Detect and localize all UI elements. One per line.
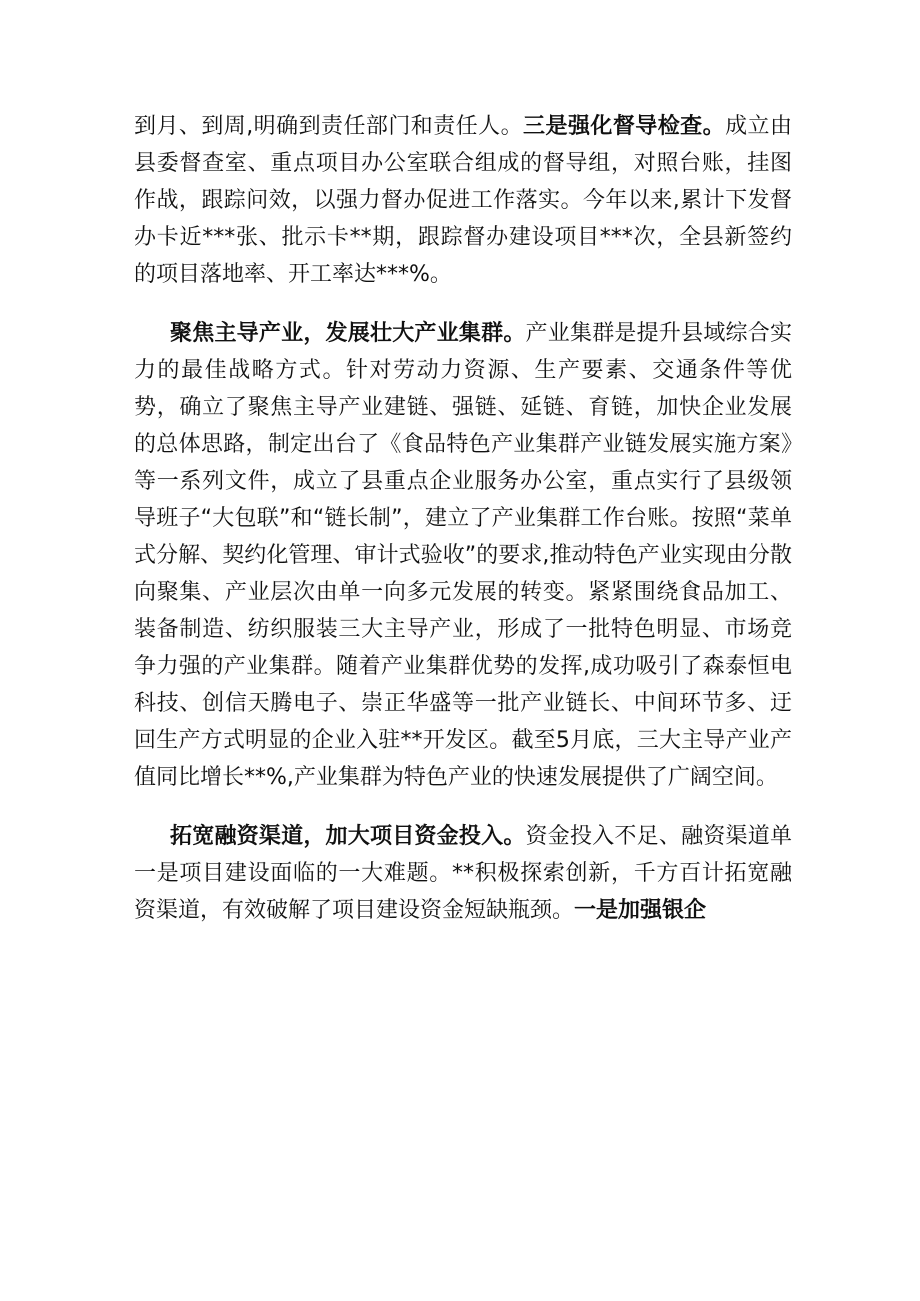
paragraph-text: 到月、到周,明确到责任部门和责任人。 xyxy=(134,114,524,139)
document-body xyxy=(134,108,792,929)
paragraph-text: 成立由县委督查室、重点项目办公室联合组成的督导组，对照台账，挂图作战，跟踪问效，以强力督办促进工作落实。今年以来,累计下发督办卡近***张、批示卡**期，跟踪督办建设项目***次，全县新签约的项目落地率、开工率达***%。 xyxy=(134,114,792,287)
paragraph-text: 资金投入不足、融资渠道单一是项目建设面临的一大难题。**积极探索创新，千方百计拓宽融资渠道，有效破解了项目建设资金短缺瓶颈。 xyxy=(134,824,792,923)
paragraph-supervision xyxy=(134,108,792,293)
bold-heading-strengthen-supervision: 三是强化督导检查。 xyxy=(523,114,726,139)
paragraph-industry-cluster xyxy=(134,315,792,796)
paragraph-text: 产业集群是提升县域综合实力的最佳战略方式。针对劳动力资源、生产要素、交通条件等优势，确立了聚焦主导产业建链、强链、延链、育链，加快企业发展的总体思路，制定出台了《食品特色产业集群产业链发展实施方案》等一系列文件，成立了县重点企业服务办公室，重点实行了县级领导班子“大包联”和“链长制”，建立了产业集群工作台账。按照“菜单式分解、契约化管理、审计式验收”的要求,推动特色产业实现由分散向聚集、产业层次由单一向多元发展的转变。紧紧围绕食品加工、装备制造、纺织服装三大主导产业，形成了一批特色明显、市场竞争力强的产业集群。随着产业集群优势的发挥,成功吸引了森泰恒电科技、创信天腾电子、崇正华盛等一批产业链长、中间环节多、迂回生产方式明显的企业入驻**开发区。截至5月底，三大主导产业产值同比增长**%,产业集群为特色产业的快速发展提供了广阔空间。 xyxy=(134,321,792,790)
bold-heading-bank-enterprise: 一是加强银企 xyxy=(574,898,707,923)
paragraph-financing xyxy=(134,818,792,929)
bold-heading-industry-cluster: 聚焦主导产业，发展壮大产业集群。 xyxy=(170,321,526,346)
bold-heading-financing: 拓宽融资渠道，加大项目资金投入。 xyxy=(170,824,526,849)
